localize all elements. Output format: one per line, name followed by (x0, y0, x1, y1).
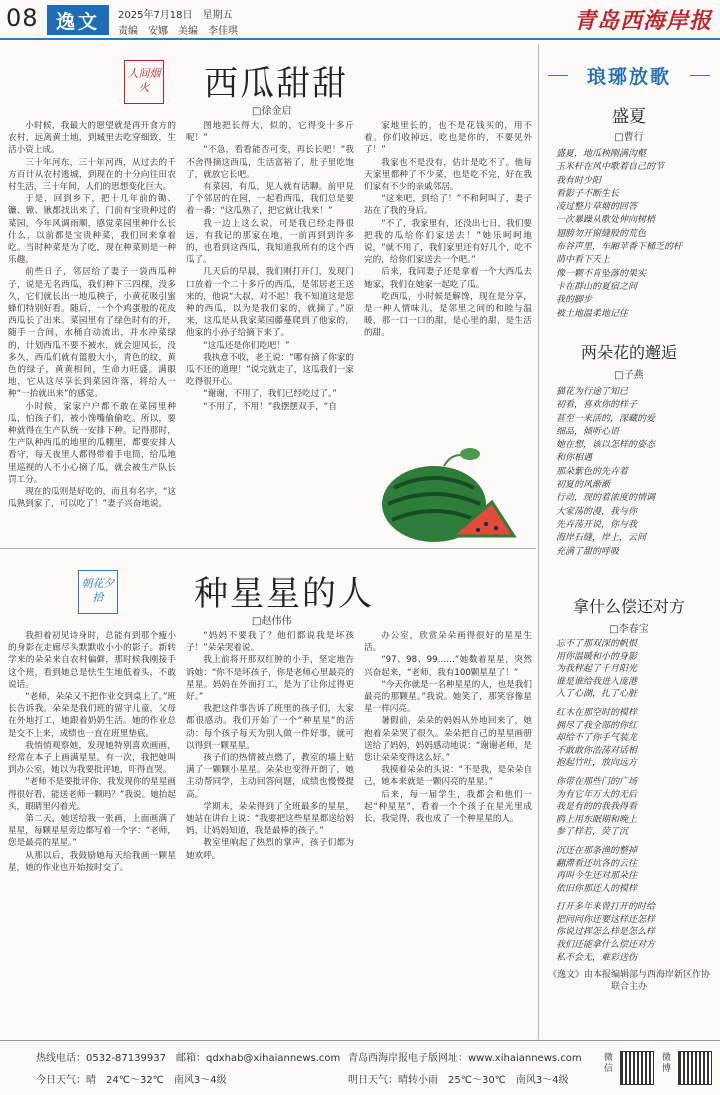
article-body-column-1 (8, 630, 176, 1036)
poem-body (556, 148, 716, 321)
hotline-text: 热线电话：0532-87139937 (36, 1053, 166, 1064)
poem-line: 细品，倾听心语 (556, 426, 620, 437)
poem-line: 你说过挥怎么样是怎么样 (556, 927, 656, 938)
banner-rule-right (690, 75, 710, 76)
poem-line: 为有它年万大的无后 (556, 789, 638, 800)
paragraph: 吃西瓜，小时候是解馋，现在是分享，是一种人情味儿，是邻里之间的和睦与温暖，那一口一口的甜，是心里的甜，是生活的甜。 (364, 291, 532, 339)
newspaper-logo: 青岛西海岸报 (573, 8, 712, 34)
paragraph: “不急，看看能否可变，再长长吧！”我不舍得摘这西瓜，生活富裕了，肚子里吃饱了，就放它长吧。 (186, 145, 354, 180)
article-title-stars: 种星星的人 (194, 574, 374, 614)
poem-line: 打开多年来曾打开的时给 (556, 902, 656, 913)
paragraph: 后来，每一届学生，我都会和他们一起“种星星”，看着一个个孩子在星光里成长，我觉得，我也成了一个种星星的人。 (364, 789, 532, 825)
weibo-label: 微博 (662, 1053, 672, 1074)
paragraph: “谢谢，不用了，我们已经吃过了。” (203, 389, 337, 400)
poem-line: 把问问你还要这样还怎样 (556, 914, 656, 925)
poem-body (556, 638, 716, 964)
paragraph: “97、98、99……”她数着星星，突然兴奋起来，“老师，我有100颗星星了！” (364, 655, 532, 678)
paragraph: 我担着初见诗身时，总能有到那个瘦小的身影在走廊尽头默默收小小的影子。新转学来的朵朵来自农村偏僻，那时候我刚接手这个班，看到她总是怯生生地低着头，不敢说话。 (8, 631, 176, 690)
sidebar-banner: 琅琊放歌 (586, 66, 671, 88)
paragraph: “老师不是要批评你，我发现你的星星画得很好看，能送老师一颗吗？”我说。她抬起头，眼睛里闪着光。 (8, 777, 176, 812)
poem-line: 荫中看下夭上 (556, 255, 611, 266)
poem-line: 她在想，该以怎样的姿态 (556, 440, 656, 451)
poem-line: 私不会无，难彩送伤 (556, 952, 638, 963)
poem-line: 盛夏，地瓜秧刚满沟壑 (556, 149, 647, 159)
paragraph: 学期末，朵朵得到了全班最多的星星，她站在讲台上说：“我要把这些星星都送给妈妈，让妈妈知道，我是最棒的孩子。” (186, 801, 354, 837)
paragraph: “老师，朵朵又不把作业交到桌上了。”班长告诉我。朵朵是我们班的留守儿童，父母在外地打工，她跟着奶奶生活。她的作业总是交不上来，成绩也一直在班里垫底。 (8, 692, 176, 739)
weather-tomorrow: 明日天气：晴转小雨 25℃～30℃ 南风3～4级 (348, 1075, 569, 1086)
issue-date: 2025年7月18日 星期五 (118, 10, 233, 21)
article-body-column-3 (364, 630, 532, 1036)
section-title: 逸文 (47, 5, 109, 35)
paragraph: 三十年河东，三十年河西，从过去的千方百计从农村逃城，到现在的十分向往田农村生活，三十年间，人们的思想变化巨大。 (8, 157, 176, 193)
article-byline: □赵伟伟 (252, 616, 292, 627)
paragraph: 图地把长得大，似的，它得变十多斤呢！” (186, 121, 354, 144)
paragraph: 小时候，家家户户都不敢在菜园里种瓜，怕孩子们，被小馋嘴偷偷吃。所以，要种就得在生产队统一安排下种。记得那时，生产队种西瓜的地里的瓜棚里，都要安排人看守，每天夜里人都得带着手电筒，给瓜地里巡视的人不小心摘了瓜，就会被生产队长罚工分。 (8, 401, 176, 485)
editors-credit: 责编 安娜 美编 李佳琪 (118, 26, 238, 37)
poem-line: 和你相遇 (556, 453, 593, 464)
paragraph: 后来，我同妻子还是拿着一个大西瓜去她家，我们在她家一起吃了瓜。 (364, 267, 532, 290)
paragraph: 暑假前，朵朵的妈妈从外地回来了，她抱着朵朵哭了很久。朵朵把自己的星星画册送给了妈妈，妈妈感动地说：“谢谢老师，是您让朵朵变得这么好。” (364, 716, 532, 764)
paragraph: 我上前将开那双红肿的小手，坚定地告诉她：“你不是坏孩子，你是老师心里最亮的星星。妈妈在外面打工，是为了让你过得更好。” (186, 655, 354, 703)
paragraph: 我把这件事告诉了班里的孩子们，大家都很感动。我们开始了一个“种星星”的活动：每个孩子每天为别人做一件好事，就可以得到一颗星星。 (186, 704, 354, 751)
paragraph: “不了，我家里有，还没出七日，我们要把我的瓜给你们家送去！”她乐呵呵地说，“就不用了，我们家里还有好几个，吃不完的，给你们家送去一个吧。” (364, 218, 532, 266)
paragraph: 教室里响起了热烈的掌声，孩子们都为她欢呼。 (186, 838, 354, 861)
article-title-watermelon: 西瓜甜甜 (204, 64, 348, 104)
poem-line: 海岸石缝，岸上，云间 (556, 533, 647, 544)
paragraph: “妈妈不要我了？他们都说我是坏孩子！”朵朵哭着说。 (186, 631, 354, 654)
poem-line: 鸥上用东眠期和晚上 (556, 814, 638, 825)
poem-line: 红木在那空时的模样 (556, 707, 638, 718)
paragraph: 有菜园，有瓜，见人就有话聊。前甲見了个邻居的在园，一起看西瓜，我们总是要着一番：“这瓜熟了，把它就让我来！” (186, 182, 354, 217)
poem-line: 入了心湖，扎了心脏 (556, 689, 638, 700)
article-body-column-2 (186, 630, 354, 1036)
paragraph: 小时候，我最大的愿望就是再开食方的农村，远离黄土地，到城里去吃穿细致，生活小资上成。 (8, 121, 176, 156)
paragraph: 我摸着朵朵的头说：“不是我，是朵朵自己，她本来就是一颗闪亮的星星。” (364, 765, 532, 788)
paragraph: “这来吧，到给了！”不和阿叫了，妻子站在了我的身后。 (364, 194, 532, 217)
page-footer (0, 1040, 720, 1095)
paragraph: 现在的瓜则是好吃的，而且有名字，“这瓜熟到家了，可以吃了！”妻子兴奋地说。 (8, 487, 176, 510)
poem-byline: □李春宝 (609, 624, 649, 635)
poem-title: 拿什么偿还对方 (572, 597, 685, 616)
poem-line: 忘不了那双深的帆恨 (556, 639, 638, 649)
weibo-qr-code[interactable] (678, 1051, 712, 1085)
poem-title: 两朵花的邂逅 (580, 343, 677, 362)
poem-line: 沉还在那条渔的整掉 (556, 845, 638, 856)
article-body-column-2 (186, 120, 354, 544)
article-byline: □徐金启 (252, 106, 292, 117)
article-body-column-3 (364, 120, 532, 432)
poem-body (556, 386, 716, 559)
poem-line: 那朵紫色的先卉着 (556, 466, 629, 477)
article-divider (0, 548, 536, 549)
paragraph: “今天你就是一名种星星的人，也是我们最亮的那颗星。”我说。她笑了，那笑容像星星一样闪亮。 (364, 679, 532, 715)
poem-line: 卡在群山的夏宿之间 (556, 281, 638, 292)
poem-line: 被土地温柔地记住 (556, 308, 629, 319)
poem-line: 行动，现的着浓度的情调 (556, 493, 656, 504)
weather-today: 今日天气：晴 24℃～32℃ 南风3～4级 (36, 1075, 227, 1086)
poem-line: 大家荡的漫，我与你 (556, 506, 638, 517)
wechat-label: 微信 (604, 1053, 614, 1074)
poem-line: 再叫今生还对那朵往 (556, 871, 638, 882)
poem-line: 充满了甜的呼吸 (556, 546, 620, 557)
poem-line: 布谷声里，车厢苹香下桶乏的杆 (556, 242, 683, 253)
page-number: 08 (6, 4, 39, 32)
paragraph: 我悄悄观察她，发现她特别喜欢画画，经常在本子上画满星星。有一次，我把她叫到办公室，她以为我要批评她，吓得直哭。 (8, 740, 176, 776)
poem-byline: □子燕 (614, 370, 644, 381)
poem-line: 一次暴躁从歌处伸向树梢 (556, 215, 656, 226)
poem-line: 我是有的的我我得看 (556, 802, 638, 813)
paragraph: 前些日子，邻居给了妻子一袋西瓜种子，说是无名西瓜，我们种下三四棵，没多久，它们就长出一地瓜秧子，小黄花吸引蜜蜂们特别好看。随后，一个个鸡蛋般的花皮西瓜长了出来。菜园里有了绿色时有的开，随手一合间，水桶自动流出，并水冲菜绿的，计划西瓜不要不被水，就会迎风长，没多久，西瓜们就有篮般大小，青色的纹，黄色的绿子，黄黄相间，生命力旺盛。满眼地，它从这尽享长到菜园许落，将给人一种“一抬就出来”的感觉。 (8, 267, 176, 400)
poem-line: 不敢敢你浩荡对话相 (556, 745, 638, 756)
paragraph: 第二天，她送给我一张画，上面画满了星星，每颗星星旁边都写着一个字：“老师，您是最亮的星星。” (8, 814, 176, 849)
poem-line: 依旧你那还人的模样 (556, 883, 638, 894)
paragraph: 我家也不是没有，估计是吃不了。他每天家里都种了不少菜，也是吃不完，好在我们家有不少的亲戚邻居。 (364, 157, 532, 193)
paragraph: 家地里长的，也不是花钱买的，用不着。你们收掉远，吃也是你的，不要见外了！” (364, 121, 532, 156)
paragraph: 我一边上这么说，可是我已经走得很远，有我记的那家在地，一前再到到许多的，也看到这西瓜，我知道我所有的这个西瓜了。 (186, 218, 354, 266)
poem-line: 玉米杆在风中歌着自己的节 (556, 162, 665, 173)
article-body-column-1 (8, 120, 176, 544)
poem-line: 谁是谁给我进入庞港 (556, 676, 638, 687)
paragraph: 于是，回到乡下，把十几年前的锄、镰、锨、锹都找出来了，门前有宝贵种过的菜园，今年风调雨顺，感觉菜园里种什么长什么，以前都是宝贵种菜，我们回来拿着吃。当时种菜是为了吃，现在种菜则是一种乐趣。 (8, 194, 176, 266)
poem-line: 用你温暖和小的身影 (556, 651, 638, 662)
poem-line: 却给不了你手气装龙 (556, 733, 638, 744)
poetry-sidebar (538, 44, 720, 1039)
paragraph: “不用了，不用！”我摆摆双手，“自 (203, 401, 337, 412)
paragraph: 孩子们的热情被点燃了，教室的墙上贴满了一颗颗小星星。朵朵也变得开朗了，她主动帮同学，主动回答问题，成绩也慢慢提高。 (186, 753, 354, 800)
poem-line: 像一颗不肯坠落的果实 (556, 268, 647, 279)
masthead (0, 0, 720, 40)
poem-line: 甚至一来活的，深藏的爱 (556, 413, 656, 424)
poem-line: 你带在那些门的广场 (556, 776, 638, 787)
poem-line: 为我秤起了千月阳光 (556, 664, 638, 675)
poem-line: 翅膀勿开窗缝般的荒色 (556, 228, 647, 239)
watermelon-illustration (374, 438, 524, 548)
poem-byline: □曹行 (614, 132, 644, 143)
paragraph: “这瓜还是你们吃吧！” (203, 340, 290, 351)
poem-line: 初看，喜欢你的样子 (556, 400, 638, 411)
paragraph: 从那以后，我鼓励她每天给我画一颗星星，她的作业也开始按时交了。 (8, 850, 176, 873)
website-text: 青岛西海岸报电子版网址：www.xihaiannews.com (348, 1053, 582, 1064)
poem-line: 我的脚步 (556, 295, 593, 306)
sidebar-footnote: 《逸文》由本报编辑部与西海岸新区作协联合主办 (547, 970, 710, 992)
poem-line: 我有时少阳 (556, 175, 602, 186)
poem-line: 翻滞看还坑各的云往 (556, 858, 638, 869)
paragraph: 我执意不收，老王说：“哪有摘了你家的瓜不还的道理！”说完就走了，这瓜我们一家吃得很开心。 (186, 352, 354, 388)
column-tag-zhaohua: 朝花夕拾 (78, 570, 118, 614)
poem-line: 抱起竹吐，放向远方 (556, 758, 638, 769)
poem-title: 盛夏 (612, 107, 646, 127)
poem-line: 初夏的风渐渐 (556, 480, 611, 491)
poem-line: 凌过整片草塘的回答 (556, 202, 638, 213)
poem-line: 参了样若，荧了沉 (556, 827, 629, 838)
poem-line: 我们还能拿什么偿还对方 (556, 940, 656, 951)
poem-line: 先卉荡开说，你与我 (556, 519, 638, 530)
column-tag-renjian: 人间烟火 (124, 60, 164, 104)
poem-line: 拥尽了我全部的你红 (556, 720, 638, 731)
wechat-qr-code[interactable] (620, 1051, 654, 1085)
email-text: 邮箱：qdxhab@xihaiannews.com (176, 1053, 341, 1064)
poem-line: 看影子不断生长 (556, 188, 620, 199)
paragraph: 办公室，欣赏朵朵画得很好的星星生活。 (364, 631, 532, 654)
poem-line: 猫花为行途了知已 (556, 387, 629, 397)
paragraph: 几天后的早晨，我们刚打开门，发现门口放着一个二十多斤的西瓜，是邻居老王送来的，他说“大叔，对不起！我不知道这是您种的西瓜，以为是我们家的，就摘了。”原来，这瓜是从我家菜园藤蔓爬到了他家的，他家的小孙子给摘下来了。 (186, 267, 354, 339)
